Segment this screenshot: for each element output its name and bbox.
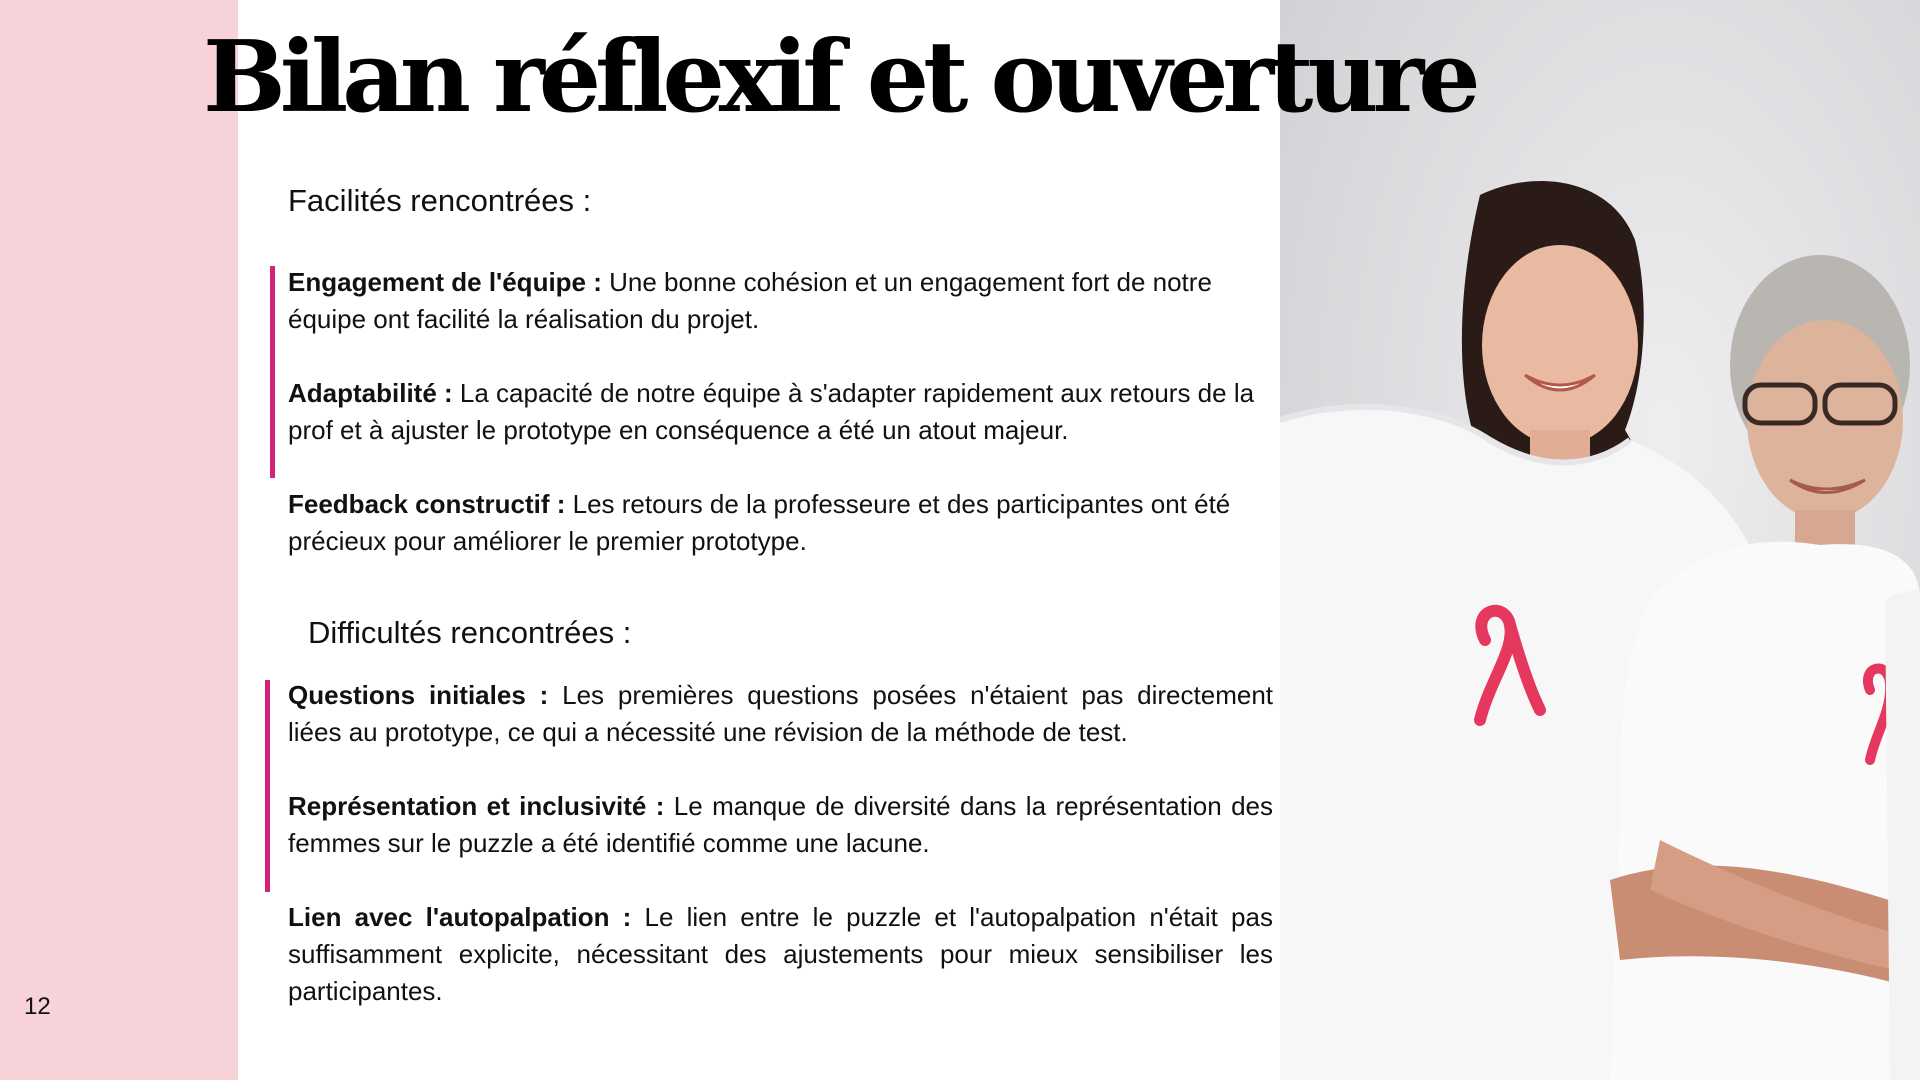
- facilites-heading: Facilités rencontrées :: [288, 183, 592, 218]
- difficulte-item-label: Lien avec l'autopalpation :: [288, 902, 632, 932]
- difficulte-item-text: Le manque de diversité dans la représentation des femmes sur le puzzle a été identifié comme une lacune.: [288, 791, 1273, 858]
- facilite-item-label: Engagement de l'équipe :: [288, 267, 602, 297]
- photo-illustration: [1280, 0, 1920, 1080]
- difficultes-accent-bar: [265, 680, 270, 892]
- facilite-item-text: La capacité de notre équipe à s'adapter rapidement aux retours de la prof et à ajuster le prototype en conséquence a été un atout majeur.: [288, 378, 1255, 445]
- facilites-accent-bar: [270, 266, 275, 478]
- difficultes-heading: Difficultés rencontrées :: [308, 615, 632, 650]
- facilite-item-engagement: [288, 264, 1273, 338]
- slide-title: Bilan réflexif et ouverture: [203, 20, 1475, 135]
- facilite-item-label: Feedback constructif :: [288, 489, 566, 519]
- difficulte-item-autopalpation: [288, 899, 1273, 1010]
- facilite-item-text: Une bonne cohésion et un engagement fort de notre équipe ont facilité la réalisation du projet.: [288, 267, 1212, 334]
- photo-two-women-pink-ribbon: [1280, 0, 1920, 1080]
- facilite-item-feedback: [288, 486, 1278, 560]
- facilite-item-text: Les retours de la professeure et des participantes ont été précieux pour améliorer le premier prototype.: [288, 489, 1231, 556]
- difficulte-item-representation: [288, 788, 1273, 862]
- difficulte-item-questions: [288, 677, 1273, 751]
- difficulte-item-text: Les premières questions posées n'étaient pas directement liées au prototype, ce qui a nécessité une révision de la méthode de test.: [288, 680, 1273, 747]
- difficulte-item-label: Représentation et inclusivité :: [288, 791, 665, 821]
- difficulte-item-text: Le lien entre le puzzle et l'autopalpation n'était pas suffisamment explicite, nécessitant des ajustements pour mieux sensibiliser les participantes.: [288, 902, 1273, 1006]
- facilite-item-label: Adaptabilité :: [288, 378, 453, 408]
- facilite-item-adaptabilite: [288, 375, 1273, 449]
- difficulte-item-label: Questions initiales :: [288, 680, 549, 710]
- page-number: 12: [24, 993, 51, 1020]
- left-pink-band: [0, 0, 238, 1080]
